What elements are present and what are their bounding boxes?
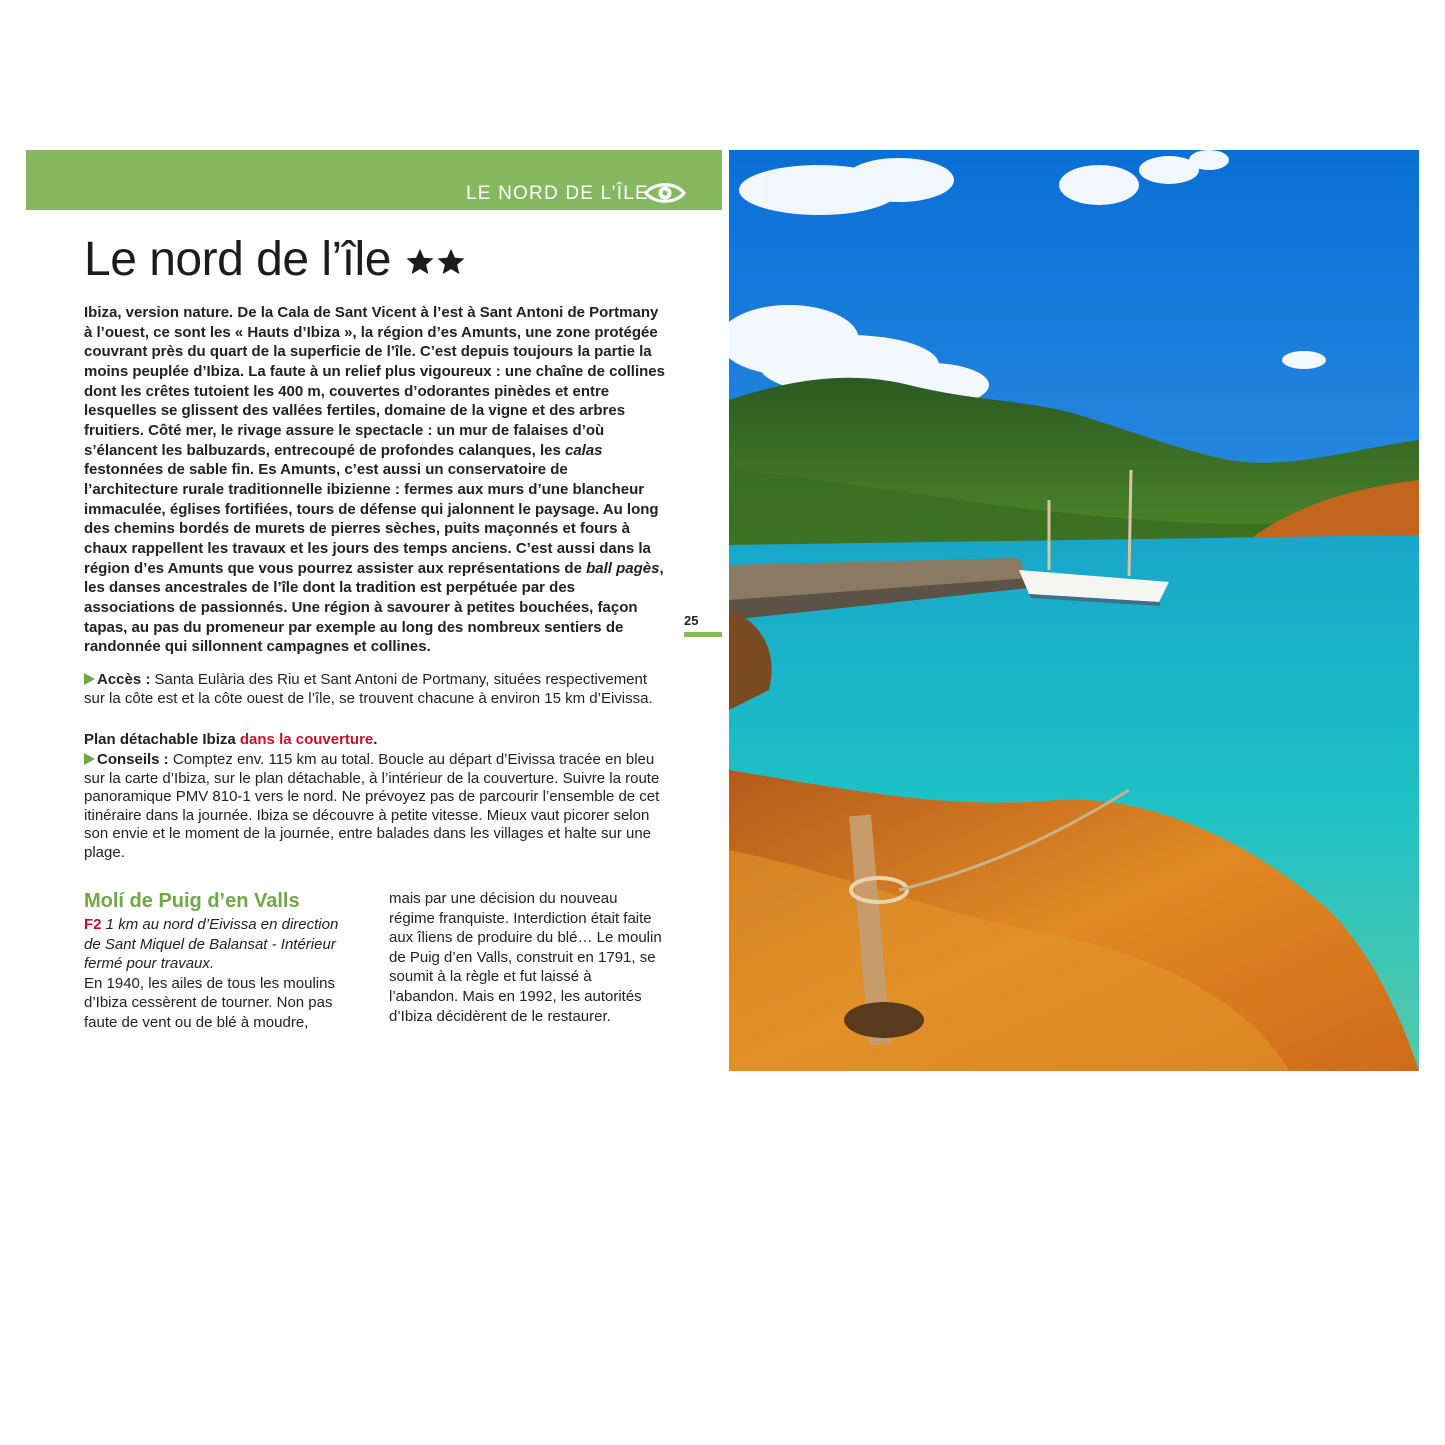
moli-title: Molí de Puig d’en Valls [84, 890, 300, 912]
moli-column-1 [84, 888, 354, 1033]
moli-directions: 1 km au nord d’Eivissa en direction de Sant Miquel de Balansat - Intérieur fermé pour travaux. [84, 916, 339, 973]
star-icon [436, 247, 466, 277]
cove-photo [729, 150, 1419, 1071]
moli-column-2 [389, 889, 664, 1026]
page-number-bar [684, 632, 722, 637]
moli-text-1: En 1940, les ailes de tous les moulins d’Ibiza cessèrent de tourner. Non pas faute de vent ou de blé à moudre, [84, 974, 335, 1031]
intro-paragraph: Ibiza, version nature. De la Cala de Sant Vicent à l’est à Sant Antoni de Portmany à l’ouest, ce sont les « Hauts d’Ibiza », la région d’es Amunts, une zone protégée couvrant près du quart de la superficie de l’île. C’est depuis toujours la partie la moins peuplée d’Ibiza. La faute à un relief plus vigoureux : une chaîne de collines dont les crêtes tutoient les 400 m, couvertes d’odorantes pinèdes et entre lesquelles se glissent des vallées fertiles, domaine de la vigne et des arbres fruitiers. Côté mer, le rivage assure le spectacle : un mur de falaises d’où s’élancent les balbuzards, entrecoupé de profondes calanques, les calas festonnées de sable fin. Es Amunts, c’est aussi un conservatoire de l’architecture rurale traditionnelle ibizienne : fermes aux murs d’une blancheur immaculée, églises fortifiées, tours de défense qui jalonnent le paysage. Au long des chemins bordés de murets de pierres sèches, puits maçonnés et fours à chaux rappellent les travaux et les jours des temps anciens. C’est aussi dans la région d’es Amunts que vous pourrez assister aux représentations de ball pagès, les danses ancestrales de l’île dont la tradition est perpétuée par des associations de passionnés. Une région à savourer à petites bouchées, façon tapas, au pas du promeneur par exemple au long des nombreux sentiers de randonnée qui sillonnent campagnes et collines. [84, 304, 665, 656]
section-header-title: LE NORD DE L’ÎLE [466, 183, 649, 204]
conseils-info: Conseils : Comptez env. 115 km au total. Boucle au départ d’Eivissa tracée en bleu sur la carte d’Ibiza, sur le plan détachable, à l’intérieur de la couverture. Suivre la route panoramique PMV 810-1 vers le nord. Ne prévoyez pas de parcourir l’ensemble de cet itinéraire dans la journée. Ibiza se découvre à petite vitesse. Mieux vaut picorer selon son envie et le moment de la journée, entre balades dans les villages et halte sur une plage. [84, 751, 660, 861]
star-icon [405, 247, 435, 277]
moli-text-2: mais par une décision du nouveau régime franquiste. Interdiction était faite aux îliens de produire du blé… Le moulin de Puig d’en Valls, construit en 1791, se soumit à la règle et fut laissé à l’abandon. Mais en 1992, les autorités d’Ibiza décidèrent de le restaurer. [389, 890, 662, 1025]
page-number: 25 [684, 613, 699, 628]
triangle-bullet-icon [84, 673, 95, 685]
rating-stars [405, 247, 467, 282]
acces-info: Accès : Santa Eulària des Riu et Sant Antoni de Portmany, situées respectivement sur la côte est et la côte ouest de l’île, se trouvent chacune à environ 15 km d’Eivissa. [84, 671, 653, 707]
eye-icon [644, 180, 686, 206]
page-title: Le nord de l’île [84, 233, 391, 286]
map-reference: F2 [84, 916, 102, 933]
plan-info: Plan détachable Ibiza dans la couverture. [84, 731, 378, 748]
triangle-bullet-icon [84, 753, 95, 765]
